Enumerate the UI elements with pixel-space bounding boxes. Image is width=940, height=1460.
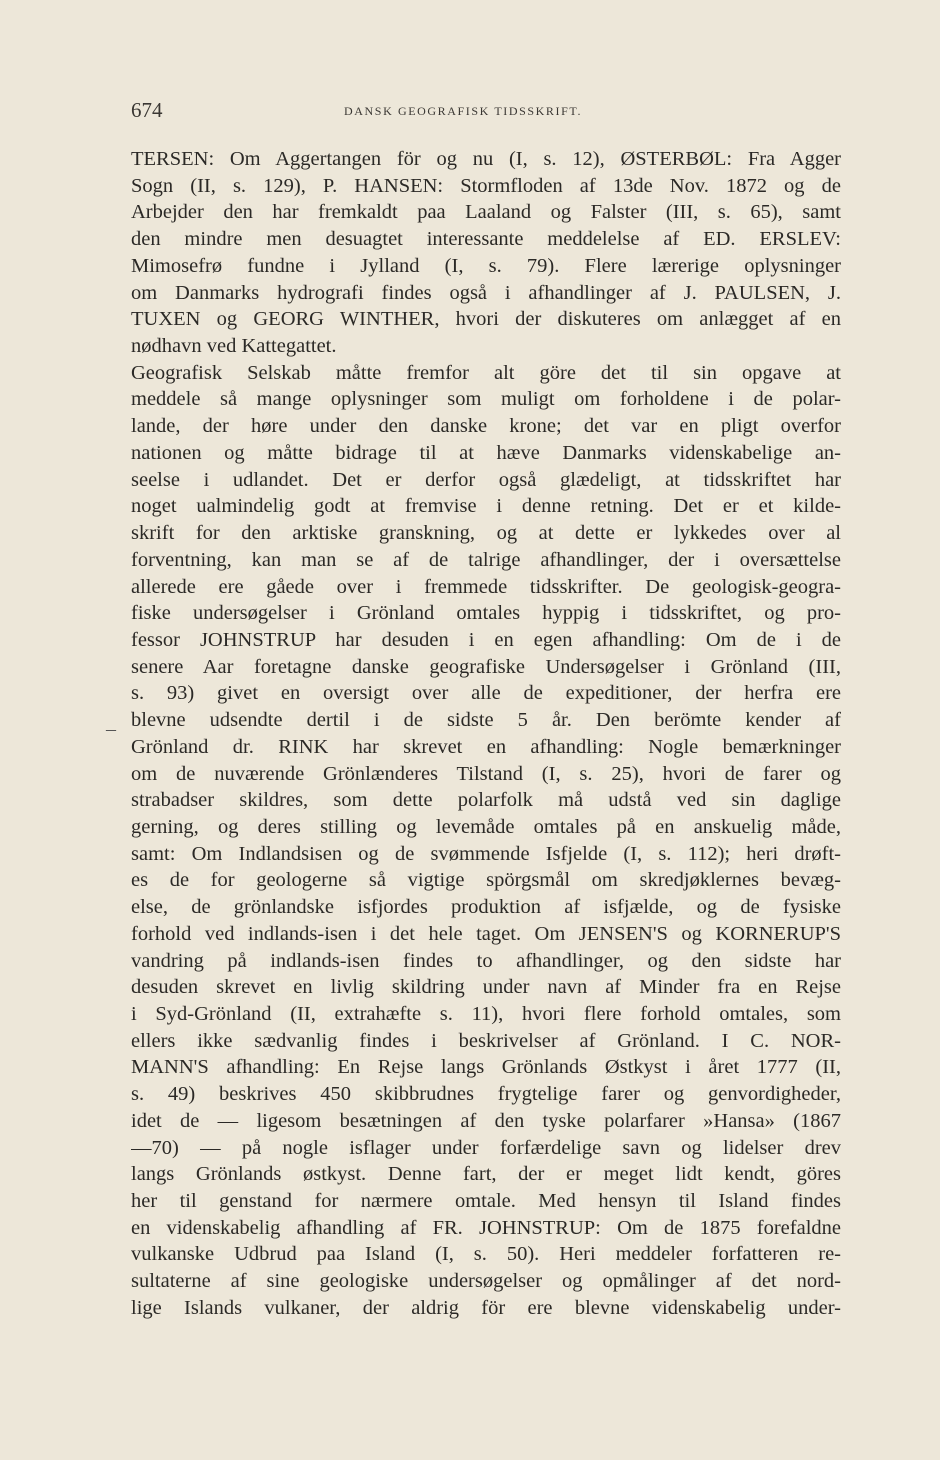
page-header: [131, 98, 843, 124]
text-line: om de nuværende Grönlænderes Tilstand (I, s. 25), hvori de farer og: [131, 762, 841, 785]
margin-mark: –: [106, 718, 116, 740]
text-line: TUXEN og GEORG WINTHER, hvori der diskuteres om anlægget af en: [131, 308, 841, 331]
text-line: nødhavn ved Kattegattet.: [131, 335, 337, 358]
text-line: blevne udsendte dertil i de sidste 5 år. Den berömte kender af: [131, 709, 841, 732]
text-line: Mimosefrø fundne i Jylland (I, s. 79). Flere lærerige oplysninger: [131, 254, 841, 277]
text-line: vulkanske Udbrud paa Island (I, s. 50). Heri meddeler forfatteren re-: [131, 1243, 841, 1266]
running-head: DANSK GEOGRAFISK TIDSSKRIFT.: [344, 104, 583, 118]
text-line: sultaterne af sine geologiske undersøgelser og opmålinger af det nord-: [131, 1270, 841, 1293]
text-line: senere Aar foretagne danske geografiske Undersøgelser i Grönland (III,: [131, 655, 841, 678]
text-line: Sogn (II, s. 129), P. HANSEN: Stormfloden af 13de Nov. 1872 og de: [131, 174, 841, 197]
text-line: nationen og måtte bidrage til at hæve Danmarks videnskabelige an-: [131, 441, 841, 464]
text-line: meddele så mange oplysninger som muligt om forholdene i de polar-: [131, 388, 841, 411]
text-line: TERSEN: Om Aggertangen för og nu (I, s. 12), ØSTERBØL: Fra Agger: [131, 148, 841, 170]
page-number: 674: [131, 98, 163, 122]
text-line: forventning, kan man se af de talrige afhandlinger, der i oversættelse: [131, 548, 841, 571]
text-line: fiske undersøgelser i Grönland omtales hyppig i tidsskriftet, og pro-: [131, 602, 841, 625]
text-line: idet de — ligesom besætningen af den tyske polarfarer »Hansa» (1867: [131, 1109, 841, 1132]
text-line: Arbejder den har fremkaldt paa Laaland og Falster (III, s. 65), samt: [131, 201, 841, 224]
text-line: lige Islands vulkaner, der aldrig för ere blevne videnskabelig under-: [131, 1296, 841, 1319]
text-line: MANN'S afhandling: En Rejse langs Grönlands Østkyst i året 1777 (II,: [131, 1056, 841, 1079]
text-line: en videnskabelig afhandling af FR. JOHNSTRUP: Om de 1875 forefaldne: [131, 1216, 841, 1239]
text-line: allerede ere gåede over i fremmede tidsskrifter. De geologisk-geogra-: [131, 575, 841, 598]
body-text: [131, 146, 841, 1322]
text-line: den mindre men desuagtet interessante meddelelse af ED. ERSLEV:: [131, 228, 841, 251]
text-line: else, de grönlandske isfjordes produktion af isfjælde, og de fysiske: [131, 896, 841, 919]
text-line: desuden skrevet en livlig skildring under navn af Minder fra en Rejse: [131, 976, 841, 999]
text-line: —70) — på nogle isflager under forfærdelige savn og lidelser drev: [131, 1136, 841, 1159]
text-line: samt: Om Indlandsisen og de svømmende Isfjelde (I, s. 112); heri drøft-: [131, 842, 841, 865]
text-line: seelse i udlandet. Det er derfor også glædeligt, at tidsskriftet har: [131, 468, 841, 491]
text-line: lande, der høre under den danske krone; det var en pligt overfor: [131, 415, 841, 438]
text-line: vandring på indlands-isen findes to afhandlinger, og den sidste har: [131, 949, 841, 972]
text-line: es de for geologerne så vigtige spörgsmål om skredjøklernes bevæg-: [131, 869, 841, 892]
text-line: gerning, og deres stilling og levemåde omtales på en anskuelig måde,: [131, 815, 841, 838]
text-line: forhold ved indlands-isen i det hele taget. Om JENSEN'S og KORNERUP'S: [131, 922, 841, 945]
text-line: strabadser skildres, som dette polarfolk må udstå ved sin daglige: [131, 789, 841, 812]
text-line: ellers ikke sædvanlig findes i beskrivelser af Grönland. I C. NOR-: [131, 1029, 841, 1052]
text-line: s. 49) beskrives 450 skibbrudnes frygtelige farer og genvordigheder,: [131, 1083, 841, 1106]
text-line: Grönland dr. RINK har skrevet en afhandling: Nogle bemærkninger: [131, 735, 841, 758]
text-line: langs Grönlands østkyst. Denne fart, der er meget lidt kendt, göres: [131, 1163, 841, 1186]
text-line: her til genstand for nærmere omtale. Med hensyn til Island findes: [131, 1190, 841, 1213]
text-line: om Danmarks hydrografi findes også i afhandlinger af J. PAULSEN, J.: [131, 281, 841, 304]
text-line: noget ualmindelig godt at fremvise i denne retning. Det er et kilde-: [131, 495, 841, 518]
text-line: s. 93) givet en oversigt over alle de expeditioner, der herfra ere: [131, 682, 841, 705]
text-line: skrift for den arktiske granskning, og at dette er lykkedes over al: [131, 522, 841, 545]
text-line: i Syd-Grönland (II, extrahæfte s. 11), hvori flere forhold omtales, som: [131, 1003, 841, 1025]
text-line: fessor JOHNSTRUP har desuden i en egen afhandling: Om de i de: [131, 628, 841, 651]
text-line: Geografisk Selskab måtte fremfor alt göre det til sin opgave at: [131, 361, 841, 384]
